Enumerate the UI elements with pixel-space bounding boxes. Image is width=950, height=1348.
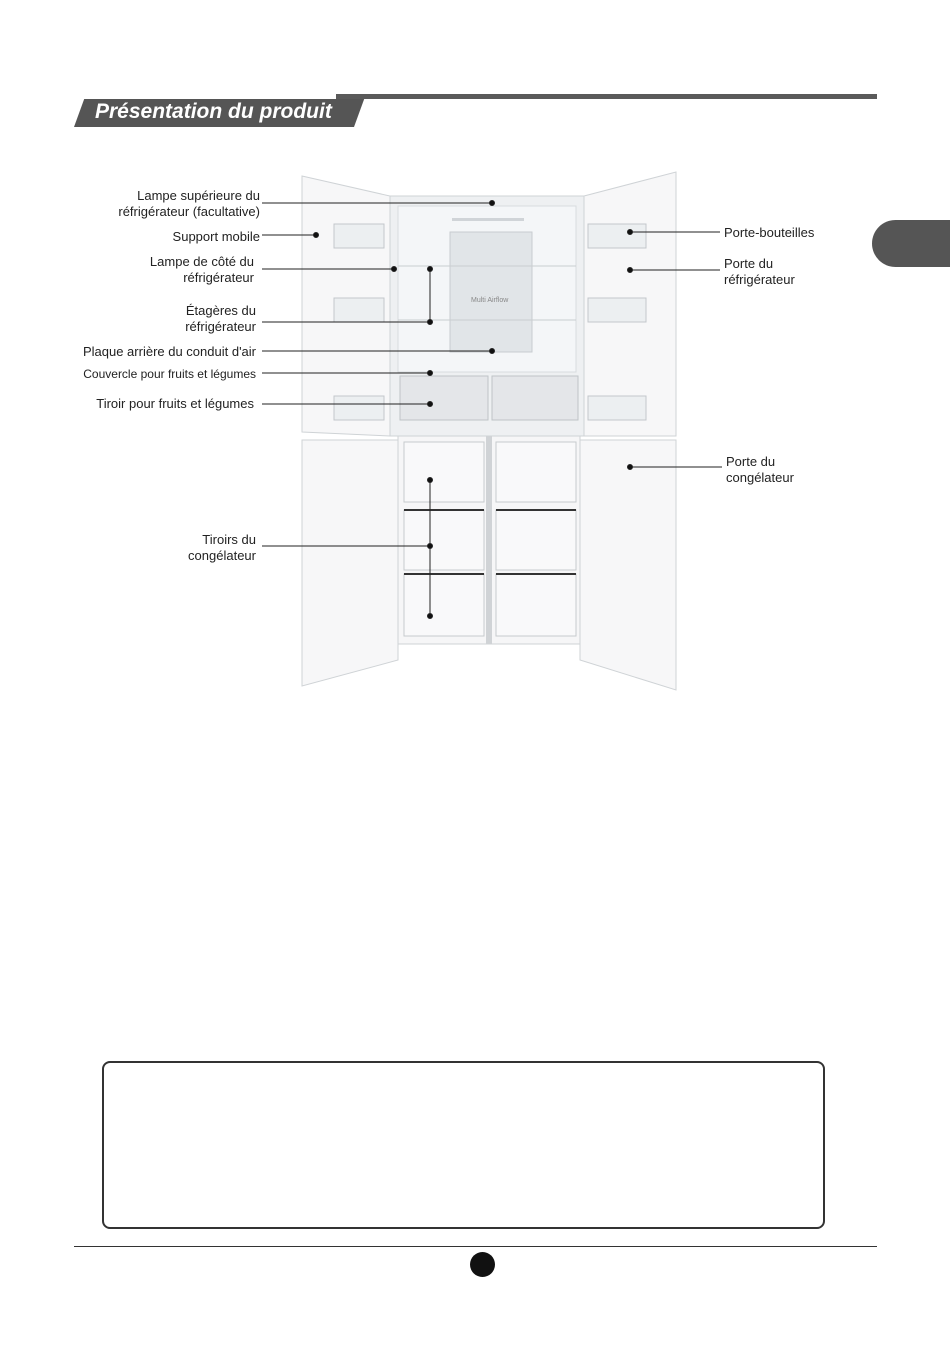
label-side-lamp [80, 254, 254, 286]
label-freezer-door-line2: congélateur [726, 470, 794, 485]
label-freezer-drawers-line1: Tiroirs du [202, 532, 256, 547]
label-fridge-door [724, 256, 795, 288]
back-panel-text: Multi Airflow [471, 297, 509, 304]
label-shelves [80, 303, 256, 335]
label-fridge-door-line1: Porte du [724, 256, 774, 271]
label-freezer-door-line1: Porte du [726, 454, 776, 469]
label-movable-support: Support mobile [172, 229, 260, 244]
label-crisper-cover: Couvercle pour fruits et légumes [83, 367, 256, 381]
page-number-dot [470, 1252, 495, 1277]
label-side-lamp-line2: réfrigérateur [183, 270, 254, 285]
label-freezer-door [726, 454, 794, 486]
label-air-duct-plate: Plaque arrière du conduit d'air [82, 344, 256, 359]
label-bottle-holder: Porte-bouteilles [724, 225, 815, 240]
page-title: Présentation du produit [95, 100, 332, 123]
label-fridge-door-line2: réfrigérateur [724, 272, 795, 287]
note-box [102, 1061, 825, 1229]
footer-rule [74, 1246, 877, 1247]
label-crisper-drawer: Tiroir pour fruits et légumes [96, 396, 254, 411]
label-shelves-line2: réfrigérateur [185, 319, 256, 334]
label-top-lamp-line2: réfrigérateur (facultative) [118, 204, 260, 219]
label-top-lamp-line1: Lampe supérieure du [137, 188, 260, 203]
label-top-lamp [80, 188, 260, 220]
label-side-lamp-line1: Lampe de côté du [149, 254, 254, 269]
label-freezer-drawers-line2: congélateur [188, 548, 256, 563]
label-shelves-line1: Étagères du [185, 303, 256, 318]
label-freezer-drawers [80, 532, 256, 564]
